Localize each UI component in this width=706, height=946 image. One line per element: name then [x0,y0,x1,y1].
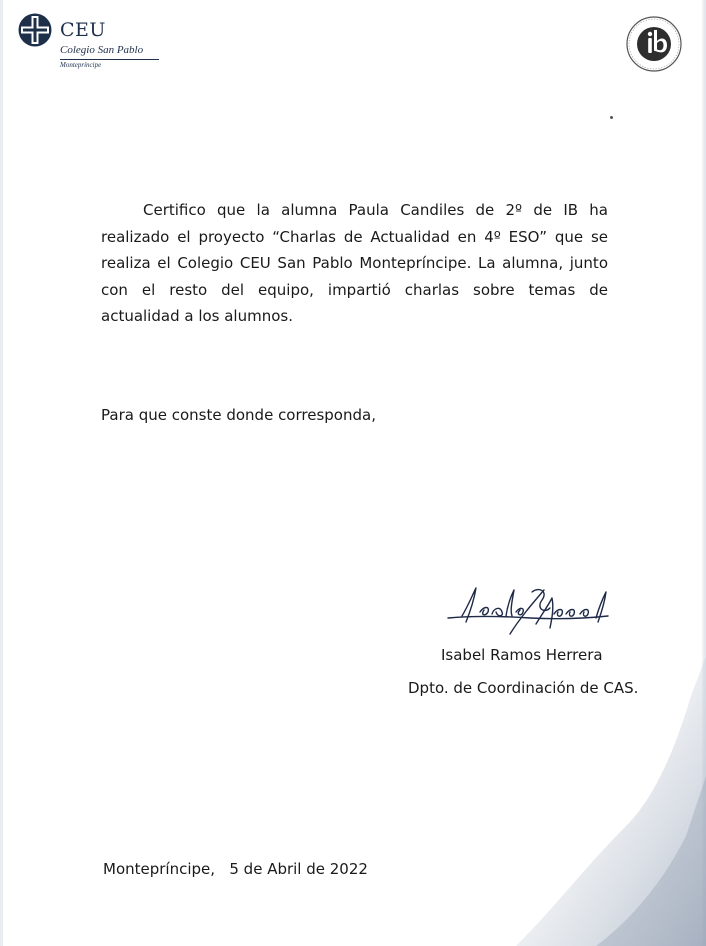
closing-line: Para que conste donde corresponda, [101,406,376,424]
certificate-paragraph: Certifico que la alumna Paula Candiles de 2º de IB ha realizado el proyecto “Charlas de Actualidad en 4º ESO” que se realiza el Colegio CEU San Pablo Montepríncipe. La alumna, junto con el resto del equipo, impartió charlas sobre temas de actualidad a los alumnos. [101,201,608,325]
scan-noise [476,656,706,946]
signer-name: Isabel Ramos Herrera [441,646,603,664]
ceu-divider [60,59,159,60]
date-rest: de Abril de 2022 [243,860,368,878]
ceu-name: CEU [60,19,106,41]
signer-department: Dpto. de Coordinación de CAS. [408,679,639,697]
cross-emblem-icon [18,13,52,47]
place-name: Montepríncipe, [103,860,216,878]
ceu-place: Montepríncipe [60,61,102,69]
ceu-logo [18,13,148,71]
handwritten-signature [440,578,620,640]
ib-seal-icon [620,14,688,74]
scan-speck [610,116,613,119]
scan-edge-left [0,0,3,946]
ceu-subtitle: Colegio San Pablo [60,44,144,56]
date-day: 5 [229,860,239,878]
place-and-date [103,858,368,880]
